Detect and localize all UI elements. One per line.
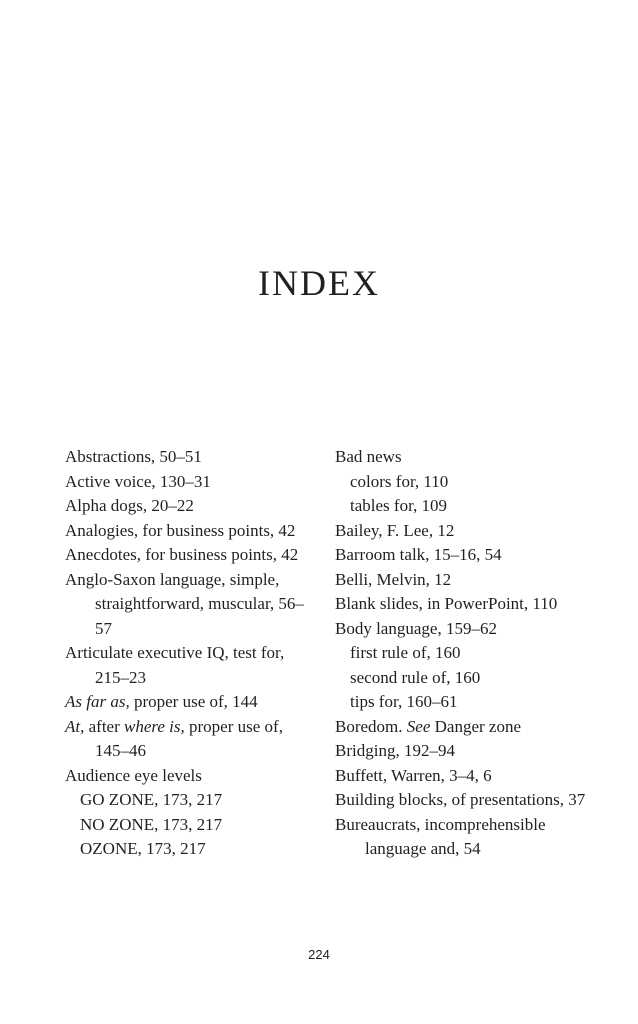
index-entry-text: after bbox=[84, 716, 124, 736]
index-entry bbox=[65, 690, 315, 715]
index-entry-text: proper use of, 145–46 bbox=[95, 716, 283, 760]
index-subentry: OZONE, 173, 217 bbox=[80, 839, 206, 858]
index-subentry: tips for, 160–61 bbox=[350, 692, 458, 711]
index-entry: Bailey, F. Lee, 12 bbox=[335, 520, 455, 540]
index-entry: Belli, Melvin, 12 bbox=[335, 569, 452, 589]
index-entry: Bad news bbox=[335, 447, 402, 466]
index-term: At, bbox=[65, 716, 85, 736]
index-entry: Audience eye levels bbox=[65, 765, 202, 785]
index-subentry: NO ZONE, 173, 217 bbox=[80, 814, 223, 834]
page-number: 224 bbox=[308, 947, 330, 962]
index-entry: Bridging, 192–94 bbox=[335, 741, 455, 760]
index-entry: Buffett, Warren, 3–4, 6 bbox=[335, 765, 492, 785]
index-column-left bbox=[65, 445, 315, 862]
index-entry: Active voice, 130–31 bbox=[65, 471, 211, 491]
index-entry: Body language, 159–62 bbox=[335, 618, 497, 638]
index-entry: Barroom talk, 15–16, 54 bbox=[335, 545, 502, 564]
index-subentry: colors for, 110 bbox=[350, 471, 449, 491]
index-entry: Blank slides, in PowerPoint, 110 bbox=[335, 594, 558, 613]
index-entry: Alpha dogs, 20–22 bbox=[65, 496, 194, 515]
index-column-right bbox=[335, 445, 595, 862]
index-subentry: first rule of, 160 bbox=[350, 643, 461, 662]
index-entry bbox=[65, 715, 315, 764]
index-entry: Bureaucrats, incomprehensible language and, 54 bbox=[335, 814, 546, 858]
index-entry: Abstractions, 50–51 bbox=[65, 447, 202, 466]
index-entry bbox=[335, 715, 595, 740]
index-subentry: second rule of, 160 bbox=[350, 667, 481, 687]
index-term: where is, bbox=[124, 716, 185, 736]
index-entry: Anecdotes, for business points, 42 bbox=[65, 545, 299, 564]
index-term: As far as, bbox=[65, 692, 130, 711]
index-subentry: GO ZONE, 173, 217 bbox=[80, 790, 223, 809]
index-title: INDEX bbox=[258, 263, 380, 303]
index-entry-text: Boredom. bbox=[335, 716, 407, 736]
index-cross-reference: See bbox=[406, 716, 431, 736]
index-entry: Anglo-Saxon language, simple, straightforward, muscular, 56–57 bbox=[65, 569, 304, 638]
index-entry: Building blocks, of presentations, 37 bbox=[335, 790, 586, 809]
index-entry: Analogies, for business points, 42 bbox=[65, 520, 296, 540]
index-entry: Articulate executive IQ, test for, 215–23 bbox=[65, 643, 285, 687]
index-entry-text: Danger zone bbox=[430, 716, 521, 736]
index-entry-text: proper use of, 144 bbox=[129, 692, 258, 711]
index-subentry: tables for, 109 bbox=[350, 496, 448, 515]
